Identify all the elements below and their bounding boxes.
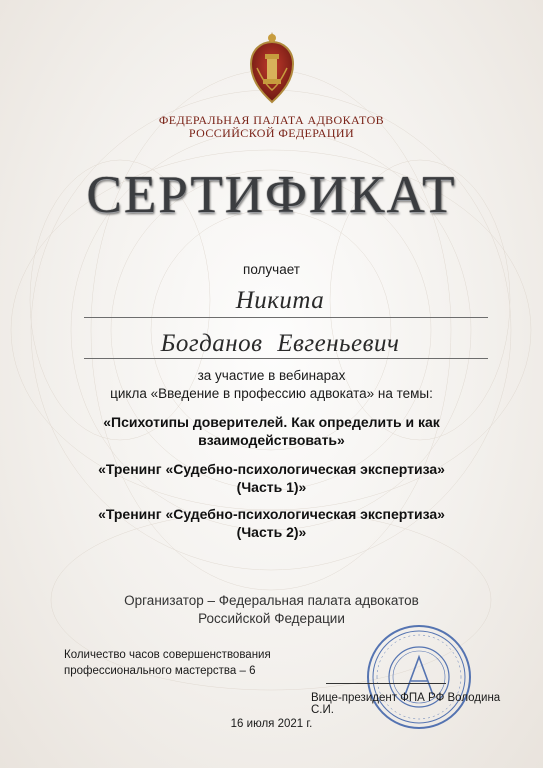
fpa-emblem-icon <box>243 28 301 108</box>
hours-line2: профессионального мастерства – 6 <box>64 665 256 677</box>
recipient-first-name: Никита <box>235 287 325 314</box>
topic-1-line1: «Психотипы доверителей. Как определить и как <box>103 414 440 430</box>
topic-2-line2: (Часть 1)» <box>236 479 307 495</box>
topic-3-line2: (Часть 2)» <box>236 524 307 540</box>
topic-2-line1: «Тренинг «Судебно-психологическая экспертиза» <box>98 461 445 477</box>
organizer-line2: Российской Федерации <box>198 611 345 626</box>
organizer-line1: Организатор – Федеральная палата адвокатов <box>124 593 419 608</box>
signature-line <box>326 683 446 684</box>
issue-date: 16 июля 2021 г. <box>230 718 313 730</box>
signatory-text: Вице-президент ФПА РФ Володина С.И. <box>311 692 501 716</box>
participation-line1: за участие в вебинарах <box>197 368 346 383</box>
org-header-line1: ФЕДЕРАЛЬНАЯ ПАЛАТА АДВОКАТОВ <box>158 113 385 127</box>
topic-1-line2: взаимодействовать» <box>198 432 345 448</box>
surname-underline <box>84 358 488 359</box>
topic-2 <box>40 460 503 496</box>
receives-text: получает <box>243 262 300 277</box>
topic-3 <box>40 505 503 541</box>
certificate-title: СЕРТИФИКАТ <box>86 166 457 224</box>
participation-line2: цикла «Введение в профессию адвоката» на темы: <box>110 386 433 401</box>
topic-1 <box>40 413 503 449</box>
hours-line1: Количество часов совершенствования <box>64 649 271 661</box>
name-underline <box>84 317 488 318</box>
topic-3-line1: «Тренинг «Судебно-психологическая экспертиза» <box>98 506 445 522</box>
org-header-line2: РОССИЙСКОЙ ФЕДЕРАЦИИ <box>188 126 355 140</box>
recipient-last-name: Богданов Евгеньевич <box>160 330 400 357</box>
